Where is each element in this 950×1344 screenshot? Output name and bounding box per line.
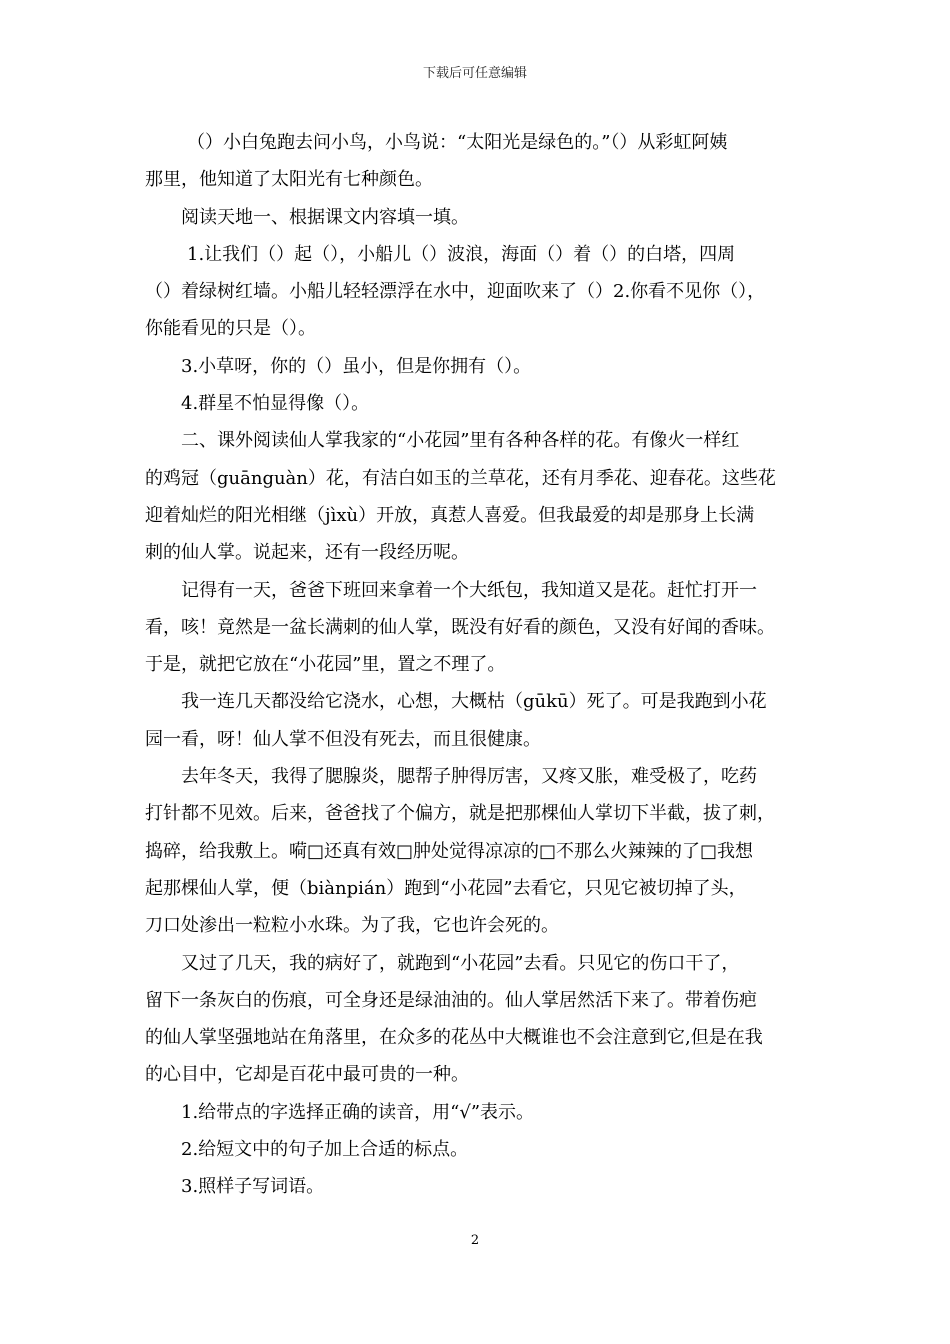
- text-line: 那里，他知道了太阳光有七种颜色。: [145, 169, 433, 191]
- question-1: [145, 236, 810, 348]
- text-line: 的鸡冠（guānguàn）花，有洁白如玉的兰草花，还有月季花、迎春花。这些花: [145, 467, 776, 489]
- exercise-3: [145, 1168, 810, 1205]
- text-line: 去年冬天，我得了腮腺炎，腮帮子肿得厉害，又疼又胀，难受极了，吃药: [181, 766, 757, 788]
- text-line: 起那棵仙人掌，便（biànpián）跑到“小花园”去看它，只见它被切掉了头，: [145, 877, 747, 899]
- text-line: 阅读天地一、根据课文内容填一填。: [181, 206, 469, 228]
- question-4: [145, 385, 810, 422]
- text-line: 二、课外阅读仙人掌我家的“小花园”里有各种各样的花。有像火一样红: [181, 430, 740, 452]
- paragraph-rabbit: [145, 124, 810, 199]
- text-line: 4.群星不怕显得像（）。: [181, 393, 370, 415]
- paragraph-remember: [145, 572, 810, 684]
- paragraph-no-water: [145, 683, 810, 758]
- text-line: 刺的仙人掌。说起来，还有一段经历呢。: [145, 542, 469, 564]
- question-3: [145, 348, 810, 385]
- page-header: 下载后可任意编辑: [422, 66, 527, 81]
- paragraph-winter: [145, 758, 810, 944]
- text-line: 1.给带点的字选择正确的读音，用“√”表示。: [181, 1101, 535, 1123]
- text-line: 园一看，呀！仙人掌不但没有死去，而且很健康。: [145, 728, 541, 750]
- text-line: 迎着灿烂的阳光相继（jìxù）开放，真惹人喜爱。但我最爱的却是那身上长满: [145, 504, 755, 526]
- text-line: 1.让我们（）起（），小船儿（）波浪，海面（）着（）的白塔，四周: [187, 243, 736, 265]
- text-line: 你能看见的只是（）。: [145, 318, 316, 340]
- paragraph-recovered: [145, 945, 810, 1094]
- paragraph-cactus-intro: [145, 422, 810, 571]
- exercise-2: [145, 1131, 810, 1168]
- text-line: 我一连几天都没给它浇水，心想，大概枯（gūkū）死了。可是我跑到小花: [181, 691, 767, 713]
- text-line: 留下一条灰白的伤痕，可全身还是绿油油的。仙人掌居然活下来了。带着伤疤: [145, 989, 757, 1011]
- text-line: 刀口处渗出一粒粒小水珠。为了我，它也许会死的。: [145, 915, 559, 937]
- text-line: 的仙人掌坚强地站在角落里，在众多的花丛中大概谁也不会注意到它,但是在我: [145, 1027, 763, 1049]
- text-line: 3.小草呀，你的（）虽小，但是你拥有（）。: [181, 355, 532, 377]
- text-line: 于是，就把它放在“小花园”里，置之不理了。: [145, 654, 506, 676]
- page-number: 2: [470, 1233, 480, 1248]
- text-line: 的心目中，它却是百花中最可贵的一种。: [145, 1064, 469, 1086]
- text-line: 又过了几天，我的病好了，就跑到“小花园”去看。只见它的伤口干了，: [181, 952, 740, 974]
- text-line: 2.给短文中的句子加上合适的标点。: [181, 1139, 469, 1161]
- text-line: 看，咳！竟然是一盆长满刺的仙人掌，既没有好看的颜色，又没有好闻的香味。: [145, 616, 775, 638]
- text-line: （）着绿树红墙。小船儿轻轻漂浮在水中，迎面吹来了（）2.你看不见你（），: [145, 281, 766, 303]
- text-line: （）小白兔跑去问小鸟，小鸟说：“太阳光是绿色的。”（）从彩虹阿姨: [187, 132, 728, 153]
- text-line: 记得有一天，爸爸下班回来拿着一个大纸包，我知道又是花。赶忙打开一: [181, 579, 757, 601]
- text-line: 3.照样子写词语。: [181, 1176, 325, 1198]
- document-body: [145, 124, 810, 1206]
- exercise-1: [145, 1094, 810, 1131]
- section-heading-reading: [145, 199, 810, 236]
- text-line: 打针都不见效。后来，爸爸找了个偏方，就是把那棵仙人掌切下半截，拔了刺，: [145, 803, 775, 825]
- text-line: 捣碎，给我敷上。嗬□还真有效□肿处觉得凉凉的□不那么火辣辣的了□我想: [145, 840, 754, 862]
